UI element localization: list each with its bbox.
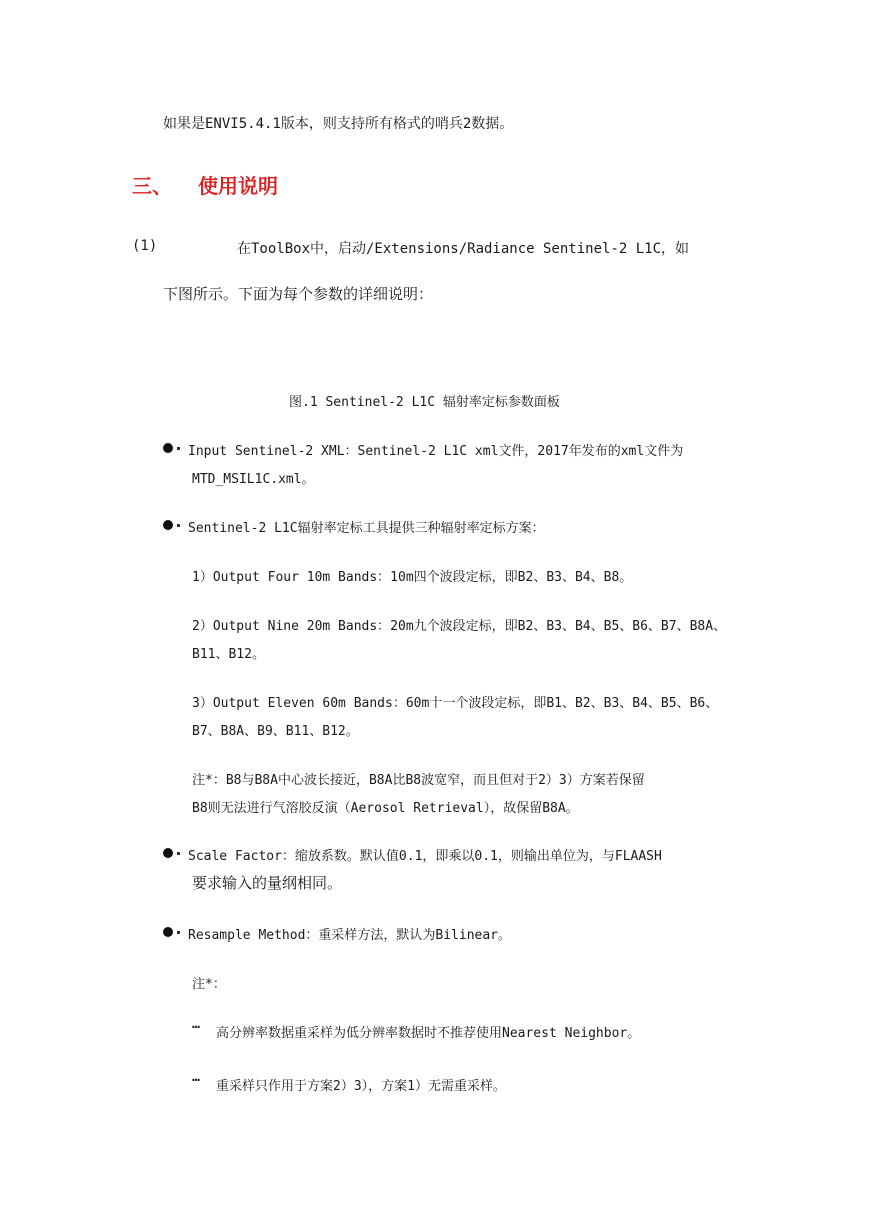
bullet-dot-icon — [177, 524, 180, 527]
bullet-icon — [163, 848, 173, 858]
schemes-intro: Sentinel-2 L1C辐射率定标工具提供三种辐射率定标方案： — [188, 521, 545, 536]
param-scale-factor-line1: Scale Factor：缩放系数。默认值0.1，即乘以0.1，则输出单位为，与FLAASH — [188, 849, 662, 864]
intro-line: 如果是ENVI5.4.1版本，则支持所有格式的哨兵2数据。 — [163, 116, 514, 132]
bullet-dot-icon — [177, 447, 180, 450]
note-2-item-1: 高分辨率数据重采样为低分辨率数据时不推荐使用Nearest Neighbor。 — [216, 1026, 641, 1041]
figure-caption: 图.1 Sentinel-2 L1C 辐射率定标参数面板 — [289, 395, 560, 410]
param-input-xml-line1: Input Sentinel-2 XML：Sentinel-2 L1C xml文件，2017年发布的xml文件为 — [188, 444, 684, 459]
bullet-icon — [163, 927, 173, 937]
note-2-item-2: 重采样只作用于方案2）3），方案1）无需重采样。 — [216, 1079, 506, 1094]
scheme-3-line1: 3）Output Eleven 60m Bands：60m十一个波段定标，即B1、B2、B3、B4、B5、B6、 — [192, 696, 719, 711]
step-line-2: 下图所示。下面为每个参数的详细说明： — [163, 285, 434, 303]
scheme-2-line2: B11、B12。 — [192, 647, 265, 662]
bullet-dot-icon — [177, 931, 180, 934]
ellipsis-icon: ⋯ — [192, 1020, 200, 1035]
note-1-line2: B8则无法进行气溶胶反演（Aerosol Retrieval），故保留B8A。 — [192, 801, 579, 816]
param-resample: Resample Method：重采样方法，默认为Bilinear。 — [188, 928, 512, 943]
bullet-dot-icon — [177, 852, 180, 855]
ellipsis-icon: ⋯ — [192, 1073, 200, 1088]
scheme-2-line1: 2）Output Nine 20m Bands：20m九个波段定标，即B2、B3、B4、B5、B6、B7、B8A、 — [192, 619, 727, 634]
section-number: 三、 — [132, 174, 172, 198]
note-1-line1: 注*：B8与B8A中心波长接近，B8A比B8波宽窄，而且但对于2）3）方案若保留 — [192, 773, 645, 788]
bullet-icon — [163, 520, 173, 530]
step-line-1: 在ToolBox中，启动/Extensions/Radiance Sentinel-2 L1C，如 — [237, 241, 690, 257]
section-title: 使用说明 — [198, 174, 278, 198]
step-label: (1) — [132, 238, 158, 254]
param-scale-factor-line2: 要求输入的量纲相同。 — [192, 874, 343, 892]
note-2-label: 注*： — [192, 977, 226, 992]
scheme-3-line2: B7、B8A、B9、B11、B12。 — [192, 724, 359, 739]
bullet-icon — [163, 443, 173, 453]
param-input-xml-line2: MTD_MSIL1C.xml。 — [192, 472, 315, 487]
scheme-1: 1）Output Four 10m Bands：10m四个波段定标，即B2、B3、B4、B8。 — [192, 570, 633, 585]
